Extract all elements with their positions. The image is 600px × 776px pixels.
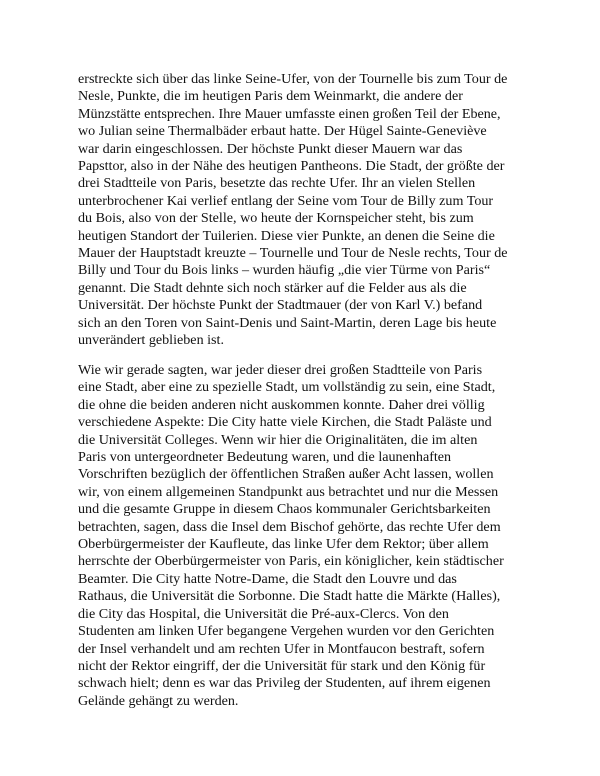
text-line: Paris von untergeordneter Bedeutung waren, und die launenhaften (78, 449, 452, 466)
text-line: Münzstätte entsprechen. Ihre Mauer umfasste einen großen Teil der Ebene, (78, 105, 501, 122)
text-line: herrschte der Oberbürgermeister von Paris, ein königlicher, kein städtischer (78, 553, 504, 570)
text-line: Universität. Der höchste Punkt der Stadtmauer (der von Karl V.) befand (78, 297, 483, 314)
text-line: Billy und Tour du Bois links – wurden häufig „die vier Türme von Paris“ (78, 262, 491, 279)
text-line: unverändert geblieben ist. (78, 332, 224, 349)
text-line: erstreckte sich über das linke Seine-Ufer, von der Tournelle bis zum Tour de (78, 71, 508, 87)
text-line: war darin eingeschlossen. Der höchste Punkt dieser Mauern war das (78, 140, 463, 157)
text-line: eine Stadt, aber eine zu spezielle Stadt, um vollständig zu sein, eine Stadt, (78, 379, 496, 396)
text-line: Mauer der Hauptstadt kreuzte – Tournelle und Tour de Nesle rechts, Tour de (78, 245, 508, 262)
text-line: Wie wir gerade sagten, war jeder dieser drei großen Stadtteile von Paris (78, 362, 483, 378)
text-line: Nesle, Punkte, die im heutigen Paris dem Weinmarkt, die andere der (78, 88, 463, 105)
text-line: du Bois, also von der Stelle, wo heute der Kornspeicher steht, bis zum (78, 210, 474, 227)
text-line: wir, von einem allgemeinen Standpunkt aus betrachtet und nur die Messen (78, 483, 499, 500)
text-line: verschiedene Aspekte: Die City hatte viele Kirchen, die Stadt Paläste und (78, 414, 492, 431)
text-line: wo Julian seine Thermalbäder erbaut hatte. Der Hügel Sainte-Geneviève (78, 123, 487, 140)
text-line: die City das Hospital, die Universität die Pré-aux-Clercs. Von den (78, 605, 449, 622)
text-line: Rathaus, die Universität die Sorbonne. Die Stadt hatte die Märkte (Halles), (78, 588, 501, 605)
text-line: sich an den Toren von Saint-Denis und Saint-Martin, deren Lage bis heute (78, 314, 497, 331)
text-line: genannt. Die Stadt dehnte sich noch stärker auf die Felder aus als die (78, 279, 467, 296)
text-line: Vorschriften bezüglich der öffentlichen Straßen außer Acht lassen, wollen (78, 466, 494, 483)
text-line: schwach hielt; denn es war das Privileg der Studenten, auf ihrem eigenen (78, 675, 491, 692)
text-line: die ohne die beiden anderen nicht auskommen konnte. Daher drei völlig (78, 396, 485, 413)
text-line: der Insel verhandelt und am rechten Ufer in Montfaucon bestraft, sofern (78, 640, 485, 657)
text-line: die Universität Colleges. Wenn wir hier die Originalitäten, die im alten (78, 431, 478, 448)
text-line: unterbrochener Kai verlief entlang der Seine vom Tour de Billy zum Tour (78, 192, 494, 209)
text-line: Beamter. Die City hatte Notre-Dame, die Stadt den Louvre und das (78, 570, 457, 587)
text-line: drei Stadtteile von Paris, besetzte das rechte Ufer. Ihr an vielen Stellen (78, 175, 476, 192)
text-line: Gelände gehängt zu werden. (78, 692, 239, 709)
text-line: Oberbürgermeister der Kaufleute, das linke Ufer dem Rektor; über allem (78, 536, 489, 553)
text-line: nicht der Rektor eingriff, der die Universität für stark und den König für (78, 657, 486, 674)
text-line: heutigen Standort der Tuilerien. Diese vier Punkte, an denen die Seine die (78, 227, 495, 244)
text-line: Papsttor, also in der Nähe des heutigen Pantheons. Die Stadt, der größte der (78, 158, 505, 175)
text-line: und die gesamte Gruppe in diesem Chaos kommunaler Gerichtsbarkeiten (78, 501, 491, 518)
paragraph-2 (78, 362, 548, 710)
paragraph-1 (78, 71, 548, 350)
text-line: betrachten, sagen, dass die Insel dem Bischof gehörte, das rechte Ufer dem (78, 518, 501, 535)
text-line: Studenten am linken Ufer begangene Vergehen wurden vor den Gerichten (78, 623, 495, 640)
